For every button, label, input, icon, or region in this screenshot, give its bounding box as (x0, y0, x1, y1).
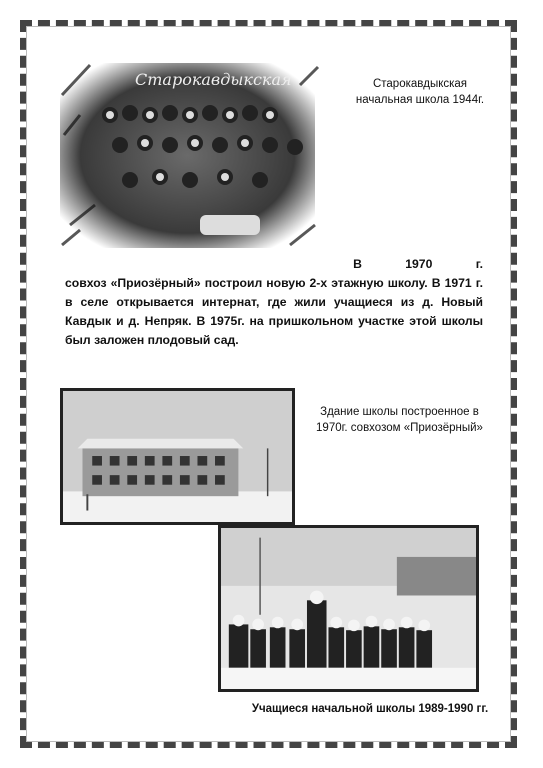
caption-school-building: Здание школы построенное в 1970г. совхозом «Приозёрный» (316, 406, 483, 434)
history-paragraph (65, 255, 483, 350)
caption-students-1989: Учащиеся начальной школы 1989-1990 гг. (251, 703, 489, 715)
photo-students-1989 (218, 525, 479, 692)
paragraph-body: совхоз «Приозёрный» построил новую 2-х этажную школу. В 1971 г. в селе открывается интернат, где жили учащиеся из д. Новый Кавдык и д. Непряк. В 1975г. на пришкольном участке этой школы был заложен плодовый сад. (65, 275, 483, 347)
photo-school-1944 (50, 55, 325, 255)
caption-school-1944: Старокавдыкская начальная школа 1944г. (355, 78, 485, 106)
photo-inscription: Старокавдыкская (135, 70, 292, 89)
paragraph-lead: В 1970 г. (353, 257, 483, 271)
photo-school-building (60, 388, 295, 525)
